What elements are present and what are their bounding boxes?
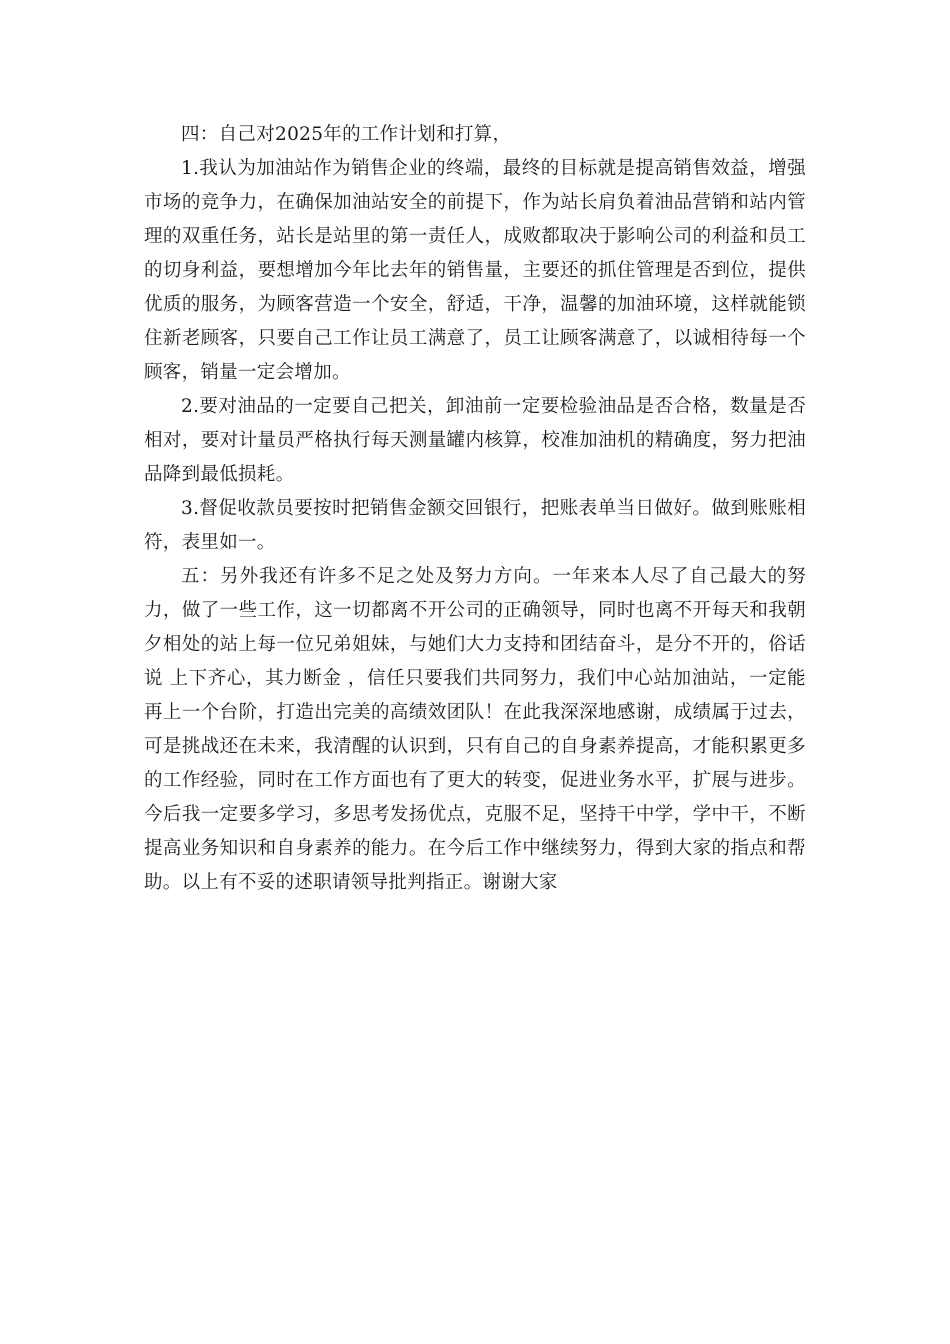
plan-item-3-paragraph: 3.督促收款员要按时把销售金额交回银行，把账表单当日做好。做到账账相符，表里如一。 [144, 498, 806, 553]
section-five-paragraph: 五：另外我还有许多不足之处及努力方向。一年来本人尽了自己最大的努力，做了一些工作，这一切都离不开公司的正确领导，同时也离不开每天和我朝夕相处的站上每一位兄弟姐妹，与她们大力支持和团结奋斗，是分不开的，俗话说 上下齐心，其力断金 ，信任只要我们共同努力，我们中心站加油站，一定能再上一个台阶，打造出完美的高绩效团队！在此我深深地感谢，成绩属于过去，可是挑战还在未来，我清醒的认识到，只有自己的自身素养提高，才能积累更多的工作经验，同时在工作方面也有了更大的转变，促进业务水平，扩展与进步。今后我一定要多学习，多思考发扬优点，克服不足，坚持干中学，学中干，不断提高业务知识和自身素养的能力。在今后工作中继续努力，得到大家的指点和帮助。以上有不妥的述职请领导批判指正。谢谢大家 [144, 566, 806, 893]
plan-item-1-paragraph: 1.我认为加油站作为销售企业的终端，最终的目标就是提高销售效益，增强市场的竞争力，在确保加油站安全的前提下，作为站长肩负着油品营销和站内管理的双重任务，站长是站里的第一责任人，成败都取决于影响公司的利益和员工的切身利益，要想增加今年比去年的销售量，主要还的抓住管理是否到位，提供优质的服务，为顾客营造一个安全，舒适，干净，温馨的加油环境，这样就能锁住新老顾客，只要自己工作让员工满意了，员工让顾客满意了，以诚相待每一个顾客，销量一定会增加。 [144, 158, 806, 383]
section-four-heading: 四：自己对2025年的工作计划和打算， [181, 124, 512, 145]
document-body [144, 118, 806, 900]
plan-item-2-paragraph: 2.要对油品的一定要自己把关，卸油前一定要检验油品是否合格，数量是否相对，要对计量员严格执行每天测量罐内核算，校准加油机的精确度，努力把油品降到最低损耗。 [144, 396, 806, 485]
